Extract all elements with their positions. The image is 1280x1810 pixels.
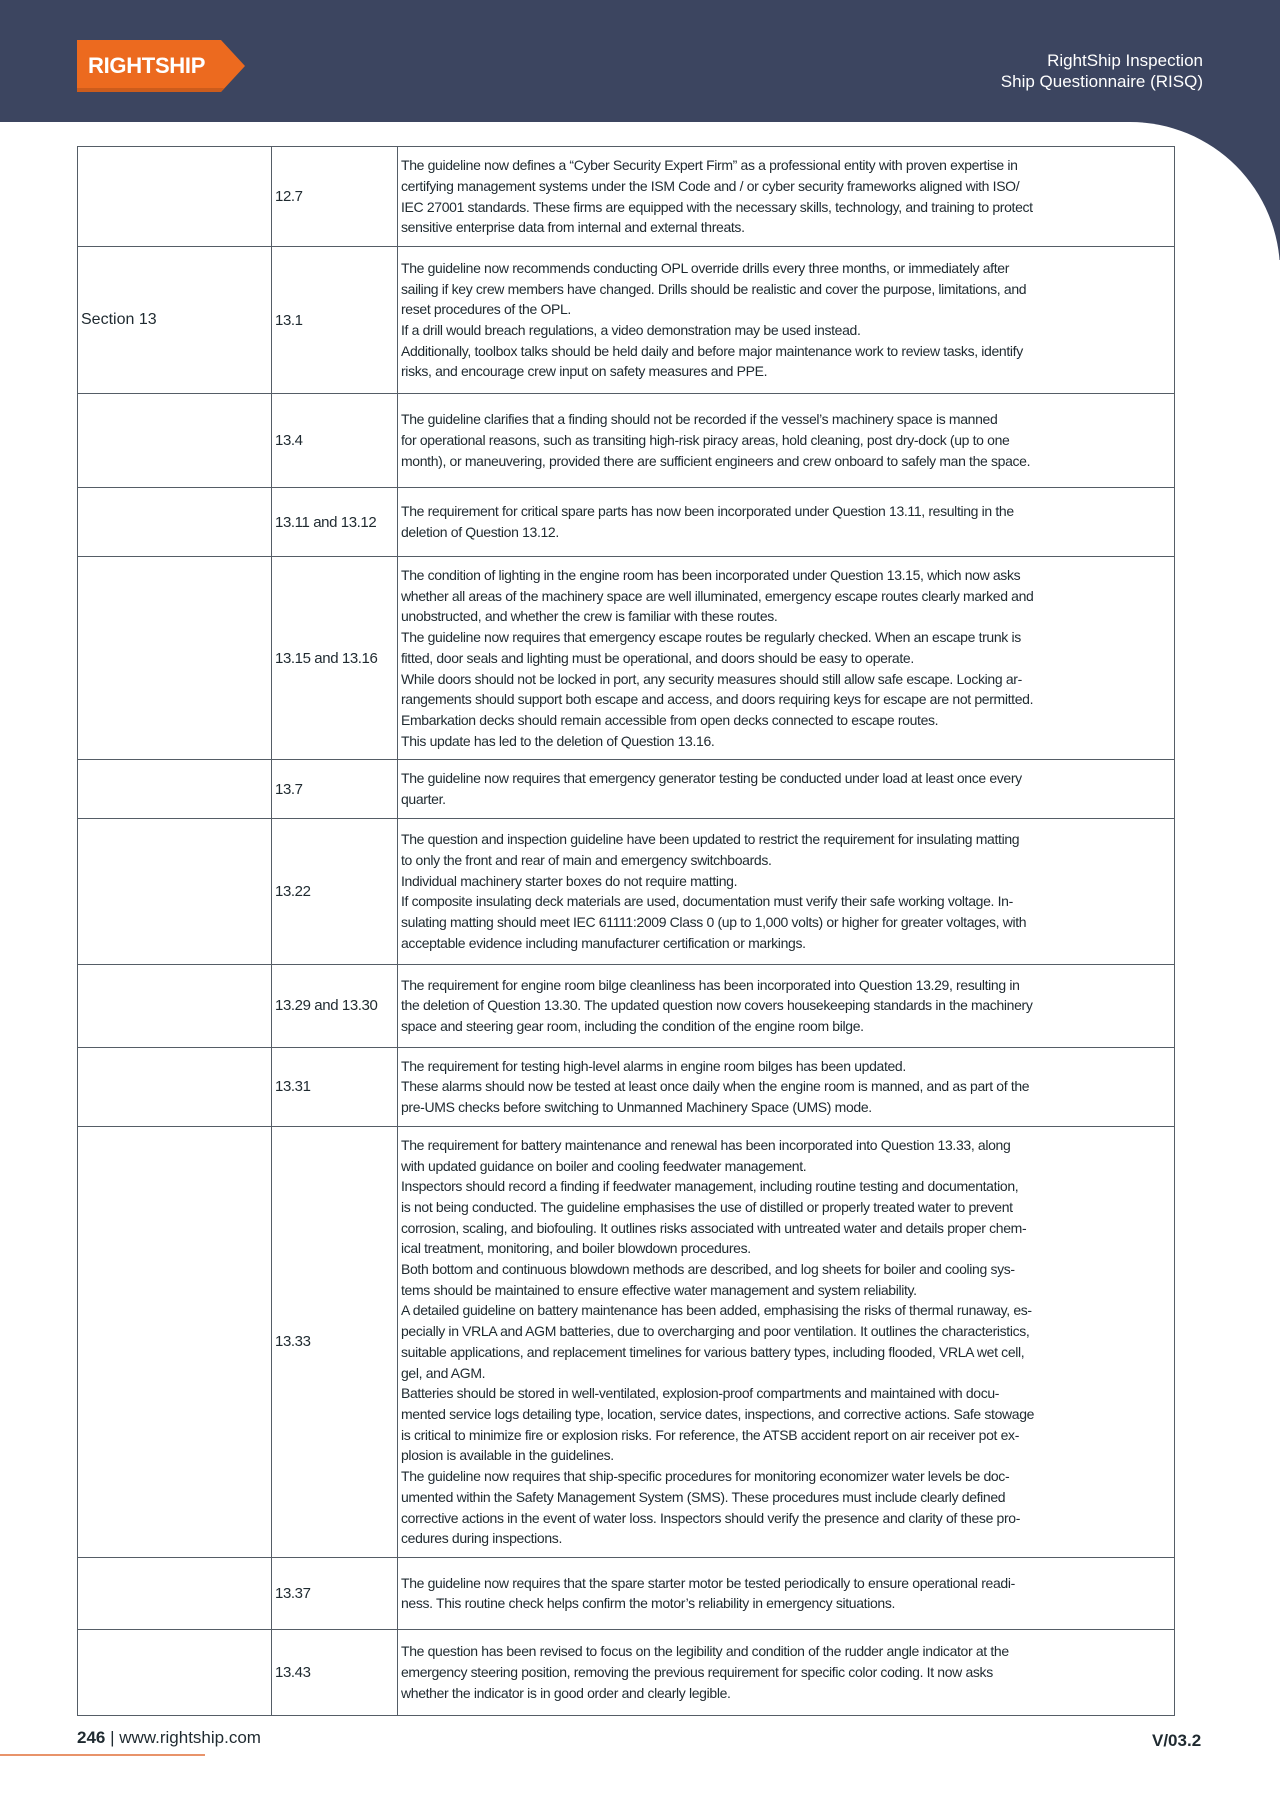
page-number: 246 [77,1728,106,1747]
section-cell [78,557,272,760]
question-number-cell: 13.4 [272,394,398,488]
description-line: Additionally, toolbox talks should be held daily and before major maintenance work to review tasks, identify [401,342,1023,359]
description-line: to only the front and rear of main and emergency switchboards. [401,851,772,868]
description-line: sulating matting should meet IEC 61111:2009 Class 0 (up to 1,000 volts) or higher for greater voltages, with [401,913,1027,930]
description-line: whether the indicator is in good order and clearly legible. [401,1684,731,1701]
question-number-cell: 13.33 [272,1126,398,1557]
change-description-cell [398,1557,1175,1629]
description-line: ness. This routine check helps confirm the motor’s reliability in emergency situations. [401,1595,896,1612]
question-number-cell: 13.11 and 13.12 [272,488,398,557]
description-line: The question and inspection guideline have been updated to restrict the requirement for insulating matting [401,831,1020,848]
change-description-cell [398,1629,1175,1715]
section-cell [78,488,272,557]
table-row [78,1126,1175,1557]
description-line: sailing if key crew members have changed. Drills should be realistic and cover the purpose, limitations, and [401,280,1027,297]
description-line: The question has been revised to focus on the legibility and condition of the rudder angle indicator at the [401,1643,1009,1660]
question-number-cell: 13.15 and 13.16 [272,557,398,760]
table-row [78,557,1175,760]
description-line: If a drill would breach regulations, a video demonstration may be used instead. [401,322,861,338]
change-description-cell [398,818,1175,964]
change-description-cell [398,147,1175,247]
change-description-cell [398,247,1175,394]
description-line: is not being conducted. The guideline emphasises the use of distilled or properly treated water to prevent [401,1198,1013,1215]
section-cell [78,1629,272,1715]
description-line: month), or maneuvering, provided there are sufficient engineers and crew onboard to safely man the space. [401,452,1031,469]
section-cell [78,394,272,488]
description-line: reset procedures of the OPL. [401,301,571,318]
changes-table [77,146,1175,1716]
footer-separator: | [105,1728,120,1747]
section-cell [78,1047,272,1126]
document-title [1001,50,1203,92]
section-cell: Section 13 [78,247,272,394]
description-line: for operational reasons, such as transiting high-risk piracy areas, hold cleaning, post dry-dock (up to one [401,432,1010,449]
section-cell [78,964,272,1047]
table-row [78,1557,1175,1629]
description-line: suitable applications, and replacement timelines for various battery types, including flooded, VRLA wet cell, [401,1343,1025,1360]
document-title-line-2: Ship Questionnaire (RISQ) [1000,72,1203,91]
description-line: Batteries should be stored in well-ventilated, explosion-proof compartments and maintained with docu- [401,1385,1000,1402]
description-line: gel, and AGM. [401,1364,486,1381]
change-description-cell [398,760,1175,818]
description-line: pre-UMS checks before switching to Unmanned Machinery Space (UMS) mode. [401,1099,872,1116]
table-row [78,394,1175,488]
description-line: deletion of Question 13.12. [401,524,559,540]
question-number-cell: 13.7 [272,760,398,818]
description-line: If composite insulating deck materials are used, documentation must verify their safe working voltage. In- [401,893,1013,910]
change-description-cell [398,964,1175,1047]
description-line: Individual machinery starter boxes do not require matting. [401,872,738,889]
section-cell [78,818,272,964]
description-line: The requirement for engine room bilge cleanliness has been incorporated into Question 13.29, resulting in [401,976,1020,993]
website-link[interactable]: www.rightship.com [119,1728,261,1747]
description-line: the deletion of Question 13.30. The updated question now covers housekeeping standards in the machinery [401,997,1033,1014]
description-line: The guideline now requires that emergency generator testing be conducted under load at least once every [401,770,1022,787]
description-line: mented service logs detailing type, location, service dates, inspections, and corrective actions. Safe stowage [401,1405,1035,1422]
logo-text: RIGHTSHIP [88,53,206,78]
description-line: ical treatment, monitoring, and boiler blowdown procedures. [401,1240,751,1257]
description-line: rangements should support both escape and access, and doors requiring keys for escape are not permitted. [401,691,1034,708]
table-row [78,760,1175,818]
table-row [78,818,1175,964]
table-row [78,964,1175,1047]
description-line: The guideline now defines a “Cyber Security Expert Firm” as a professional entity with proven expertise in [401,157,1018,174]
description-line: pecially in VRLA and AGM batteries, due to overcharging and poor ventilation. It outlines the characteristics, [401,1323,1030,1340]
description-line: plosion is available in the guidelines. [401,1447,614,1464]
change-description-cell [398,488,1175,557]
section-cell [78,760,272,818]
document-version: V/03.2 [1152,1731,1202,1750]
description-line: is critical to minimize fire or explosion risks. For reference, the ATSB accident report on air receiver pot ex- [401,1426,1020,1443]
table-row [78,1629,1175,1715]
description-line: The guideline now requires that the spare starter motor be tested periodically to ensure operational readi- [401,1574,1015,1591]
change-description-cell [398,1047,1175,1126]
footer-page-info [77,1728,261,1748]
question-number-cell: 12.7 [272,147,398,247]
description-line: The guideline now requires that ship-specific procedures for monitoring economizer water levels be doc- [401,1468,1010,1485]
section-cell [78,1557,272,1629]
section-cell [78,147,272,247]
description-line: The requirement for critical spare parts has now been incorporated under Question 13.11, resulting in the [401,503,1014,520]
description-line: acceptable evidence including manufacturer certification or markings. [401,934,806,951]
question-number-cell: 13.31 [272,1047,398,1126]
description-line: While doors should not be locked in port, any security measures should still allow safe escape. Locking ar- [401,670,1022,687]
description-line: tems should be maintained to ensure effective water management and system reliability. [401,1281,917,1298]
description-line: Inspectors should record a finding if feedwater management, including routine testing and documentation, [401,1178,1019,1195]
description-line: corrosion, scaling, and biofouling. It outlines risks associated with untreated water and details proper chem- [401,1219,1027,1236]
description-line: These alarms should now be tested at least once daily when the engine room is manned, and as part of the [401,1078,1030,1095]
question-number-cell: 13.43 [272,1629,398,1715]
question-number-cell: 13.29 and 13.30 [272,964,398,1047]
description-line: The guideline now requires that emergency escape routes be regularly checked. When an escape trunk is [401,629,1021,646]
question-number-cell: 13.22 [272,818,398,964]
description-line: unobstructed, and whether the crew is familiar with these routes. [401,608,778,625]
description-line: whether all areas of the machinery space are well illuminated, emergency escape routes clearly marked and [401,587,1034,604]
description-line: risks, and encourage crew input on safety measures and PPE. [401,363,768,380]
description-line: sensitive enterprise data from internal and external threats. [401,219,745,236]
rightship-logo [77,40,245,92]
table-row [78,1047,1175,1126]
description-line: fitted, door seals and lighting must be operational, and doors should be easy to operate. [401,649,914,666]
description-line: The condition of lighting in the engine room has been incorporated under Question 13.15, which now asks [401,567,1021,583]
description-line: cedures during inspections. [401,1530,562,1547]
table-row [78,247,1175,394]
change-description-cell [398,1126,1175,1557]
description-line: Both bottom and continuous blowdown methods are described, and log sheets for boiler and cooling sys- [401,1261,1015,1278]
description-line: with updated guidance on boiler and cooling feedwater management. [401,1157,807,1174]
description-line: emergency steering position, removing the previous requirement for specific color coding. It now asks [401,1664,993,1681]
table-row [78,147,1175,247]
question-number-cell: 13.37 [272,1557,398,1629]
footer-orange-rule [0,1754,205,1756]
description-line: umented within the Safety Management System (SMS). These procedures must include clearly defined [401,1488,1006,1505]
description-line: The guideline now recommends conducting OPL override drills every three months, or immediately after [401,259,1010,276]
description-line: IEC 27001 standards. These firms are equipped with the necessary skills, technology, and training to protect [401,198,1033,215]
document-title-line-1: RightShip Inspection [1047,51,1203,70]
description-line: A detailed guideline on battery maintenance has been added, emphasising the risks of thermal runaway, es- [401,1302,1032,1319]
description-line: certifying management systems under the ISM Code and / or cyber security frameworks aligned with ISO/ [401,177,1020,194]
description-line: corrective actions in the event of water loss. Inspectors should verify the presence and clarity of these pro- [401,1509,1021,1526]
change-description-cell [398,394,1175,488]
description-line: The requirement for testing high-level alarms in engine room bilges has been updated. [401,1057,906,1074]
description-line: The guideline clarifies that a finding should not be recorded if the vessel’s machinery space is manned [401,411,998,428]
description-line: space and steering gear room, including the condition of the engine room bilge. [401,1018,864,1035]
description-line: Embarkation decks should remain accessible from open decks connected to escape routes. [401,711,939,728]
changes-table-body [78,147,1175,1716]
table-row [78,488,1175,557]
description-line: The requirement for battery maintenance and renewal has been incorporated into Question 13.33, along [401,1136,1011,1153]
description-line: This update has led to the deletion of Question 13.16. [401,732,715,749]
change-description-cell [398,557,1175,760]
section-cell [78,1126,272,1557]
question-number-cell: 13.1 [272,247,398,394]
description-line: quarter. [401,791,446,808]
